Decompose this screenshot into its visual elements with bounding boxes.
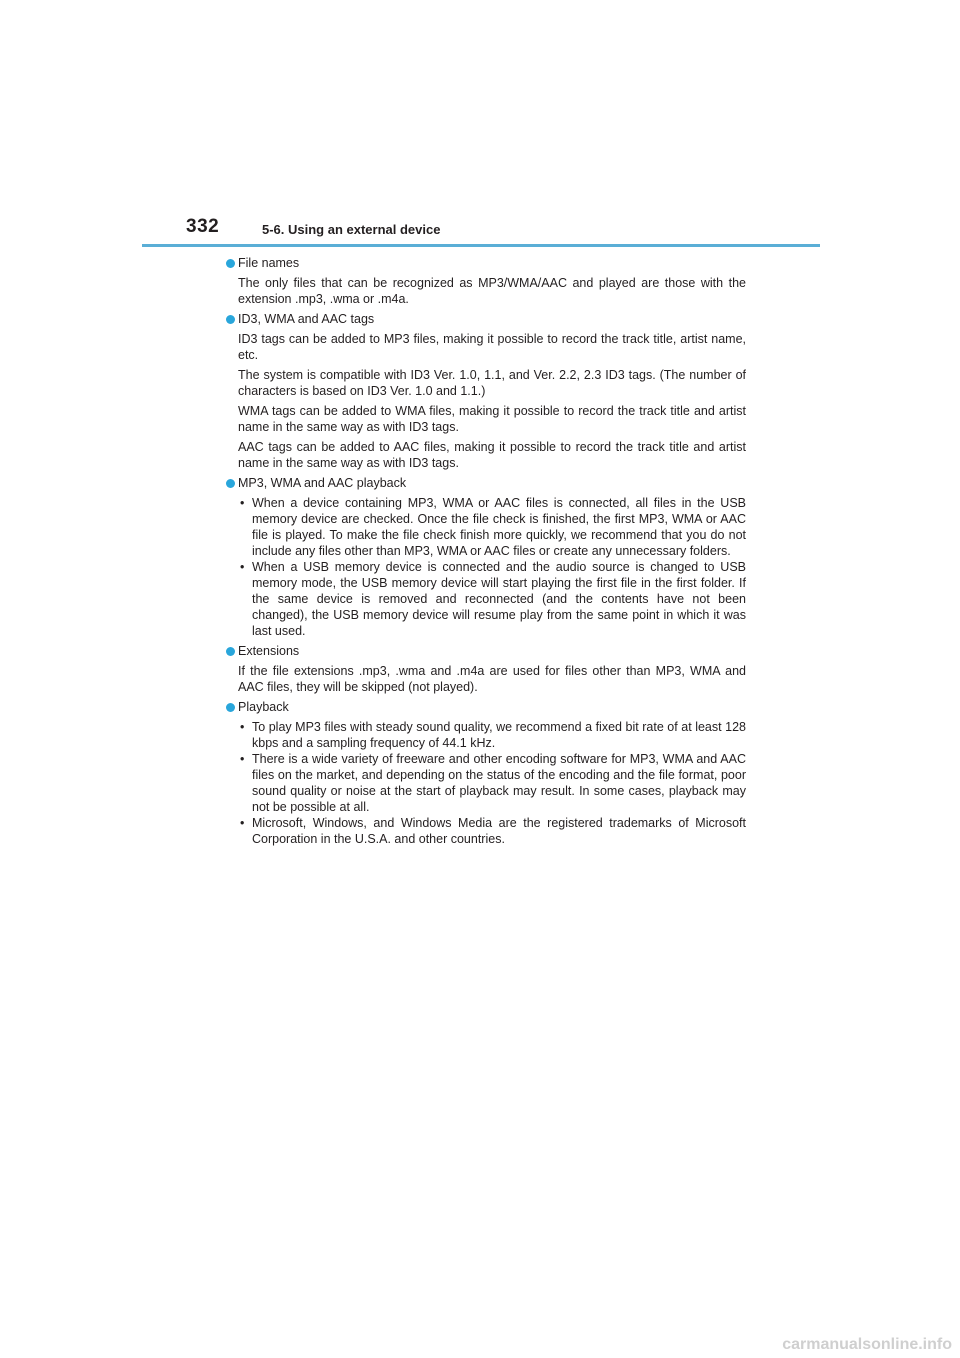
- section-heading: [226, 255, 746, 271]
- page-header: [186, 216, 806, 246]
- paragraph: AAC tags can be added to AAC files, making it possible to record the track title and artist name in the same way as with ID3 tags.: [238, 440, 746, 470]
- section-0: [226, 255, 746, 307]
- section-heading: [226, 311, 746, 327]
- list-item: • To play MP3 files with steady sound quality, we recommend a fixed bit rate of at least 128 kbps and a sampling frequency of 44.1 kHz.: [238, 719, 746, 751]
- section-title-text: Playback: [238, 700, 289, 714]
- section-title-text: ID3, WMA and AAC tags: [238, 312, 375, 326]
- circle-bullet-icon: [226, 647, 235, 656]
- paragraph: The system is compatible with ID3 Ver. 1.0, 1.1, and Ver. 2.2, 2.3 ID3 tags. (The number of characters is based on ID3 Ver. 1.0 and 1.1.): [238, 368, 746, 398]
- section-title-text: MP3, WMA and AAC playback: [238, 476, 407, 490]
- section-heading: [226, 475, 746, 491]
- page-number: 332: [186, 216, 220, 237]
- section-2: [226, 475, 746, 639]
- circle-bullet-icon: [226, 315, 235, 324]
- main-content: [226, 255, 746, 851]
- paragraph: The only files that can be recognized as MP3/WMA/AAC and played are those with the extension .mp3, .wma or .m4a.: [238, 276, 746, 306]
- paragraph: If the file extensions .mp3, .wma and .m4a are used for files other than MP3, WMA and AAC files, they will be skipped (not played).: [238, 664, 746, 694]
- list-item: • When a device containing MP3, WMA or AAC files is connected, all files in the USB memory device are checked. Once the file check is finished, the first MP3, WMA or AAC file is played. To make the file check finish more quickly, we recommend that you do not include any files other than MP3, WMA or AAC files or create any unnecessary folders.: [238, 495, 746, 559]
- section-title: 5-6. Using an external device: [262, 222, 441, 237]
- circle-bullet-icon: [226, 703, 235, 712]
- paragraph: WMA tags can be added to WMA files, making it possible to record the track title and artist name in the same way as with ID3 tags.: [238, 404, 746, 434]
- list-item: • When a USB memory device is connected and the audio source is changed to USB memory mode, the USB memory device will start playing the first file in the first folder. If the same device is removed and reconnected (and the contents have not been changed), the USB memory device will resume play from the same point in which it was last used.: [238, 559, 746, 639]
- section-title-text: File names: [238, 256, 300, 270]
- header-divider: [142, 244, 820, 247]
- bullet-list: [238, 719, 746, 847]
- bullet-list: [238, 495, 746, 639]
- section-1: [226, 311, 746, 471]
- watermark: carmanualsonline.info: [782, 1336, 952, 1353]
- section-heading: [226, 643, 746, 659]
- section-heading: [226, 699, 746, 715]
- list-item: • There is a wide variety of freeware and other encoding software for MP3, WMA and AAC files on the market, and depending on the status of the encoding and the file format, poor sound quality or noise at the start of playback may result. In some cases, playback may not be possible at all.: [238, 751, 746, 815]
- circle-bullet-icon: [226, 259, 235, 268]
- section-3: [226, 643, 746, 695]
- section-4: [226, 699, 746, 847]
- circle-bullet-icon: [226, 479, 235, 488]
- list-item: • Microsoft, Windows, and Windows Media are the registered trademarks of Microsoft Corporation in the U.S.A. and other countries.: [238, 815, 746, 847]
- section-title-text: Extensions: [238, 644, 300, 658]
- paragraph: ID3 tags can be added to MP3 files, making it possible to record the track title, artist name, etc.: [238, 332, 746, 362]
